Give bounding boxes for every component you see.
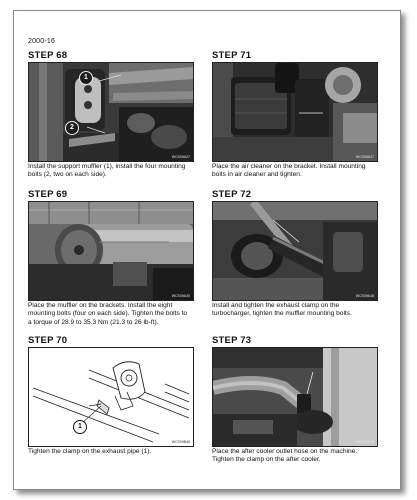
callout-2: 2 <box>65 121 79 135</box>
callout-1: 1 <box>73 420 87 434</box>
step-photo <box>212 201 378 301</box>
engine-muffler-support-photo <box>29 63 193 161</box>
after-cooler-hose-photo <box>213 348 377 446</box>
step-caption: Place the after cooler outlet hose on the machine. Tighten the clamp on the after cooler. <box>212 448 358 464</box>
step-title: STEP 72 <box>212 189 252 200</box>
step-caption: Place the muffler on the brackets. Install the eight mounting bolts (four on each side). Tighten the bolts to a torque of 28.9 to 35.3 Nm (21.3 to 26 lb-ft). <box>28 302 188 326</box>
step-caption: Place the air cleaner on the bracket. Install mounting bolts in air cleaner and tighten. <box>212 163 366 179</box>
figure-code: WCS09A19 <box>355 440 374 444</box>
exhaust-clamp-line-drawing <box>29 348 193 446</box>
page-number: 2000-16 <box>28 38 56 45</box>
step-title: STEP 68 <box>28 50 68 61</box>
step-photo <box>212 62 378 162</box>
step-caption: Install the support muffler (1), install the four mounting bolts (2, two on each side). <box>28 163 186 179</box>
figure-code: WCS09A27 <box>171 155 190 159</box>
step-photo <box>212 347 378 447</box>
figure-code: WCS09A18 <box>355 294 374 298</box>
step-title: STEP 69 <box>28 189 68 200</box>
step-caption: Tighten the clamp on the exhaust pipe (1). <box>28 448 152 455</box>
step-title: STEP 71 <box>212 50 252 61</box>
step-photo <box>28 201 194 301</box>
manual-page <box>13 10 401 490</box>
air-cleaner-photo <box>213 63 377 161</box>
figure-code: WCS09A20 <box>171 294 190 298</box>
turbocharger-exhaust-clamp-photo <box>213 202 377 300</box>
step-title: STEP 73 <box>212 335 252 346</box>
step-caption: Install and tighten the exhaust clamp on the turbocharger, tighten the muffler mounting bolts. <box>212 302 352 318</box>
callout-1: 1 <box>79 71 93 85</box>
figure-code: WCS09A17 <box>355 155 374 159</box>
figure-code: WCS09B48 <box>171 440 190 444</box>
step-title: STEP 70 <box>28 335 68 346</box>
muffler-on-brackets-photo <box>29 202 193 300</box>
step-photo <box>28 62 194 162</box>
step-drawing <box>28 347 194 447</box>
